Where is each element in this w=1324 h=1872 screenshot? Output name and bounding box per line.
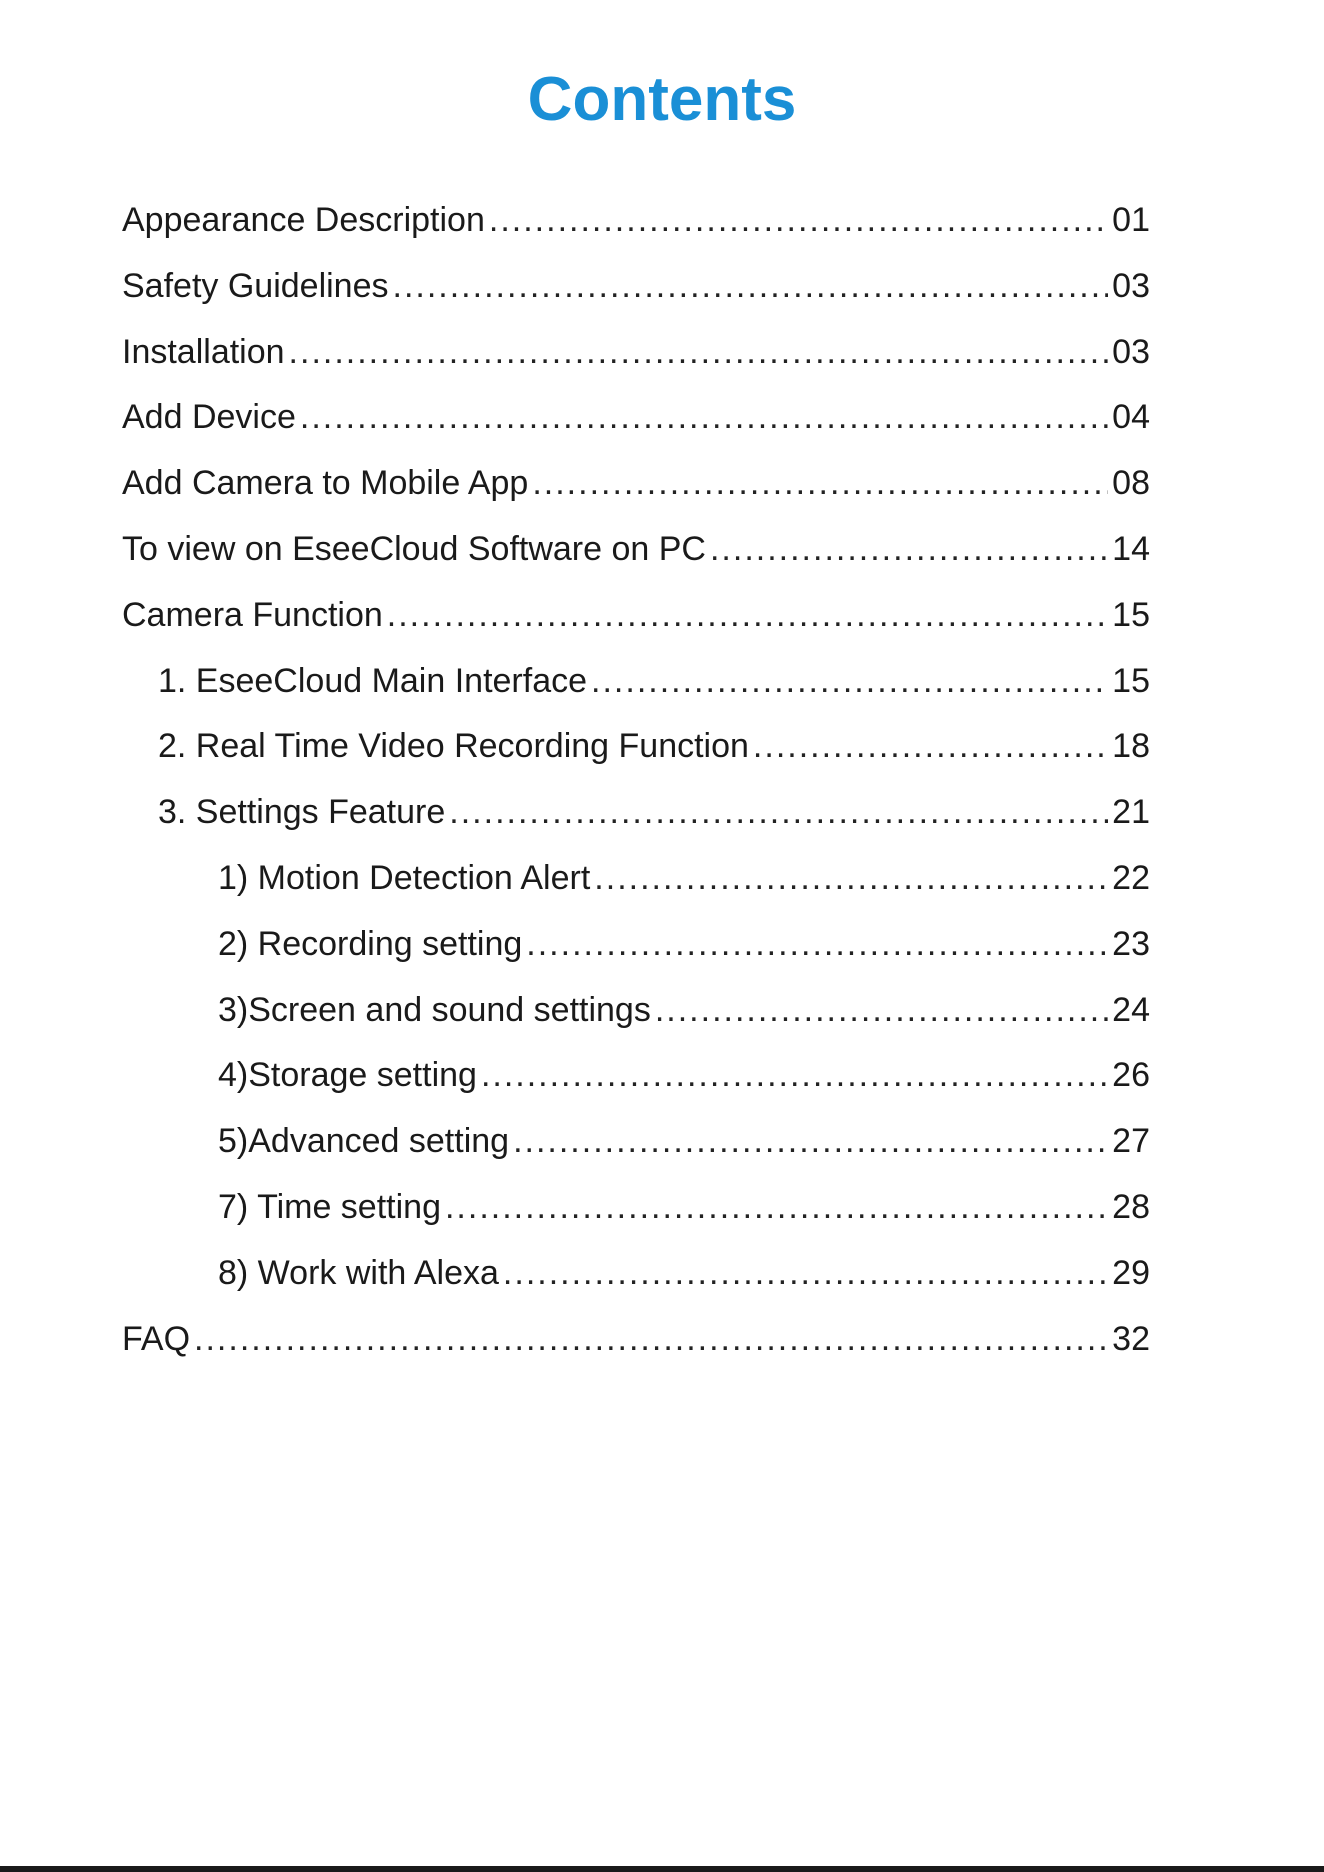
- page-title: Contents: [527, 65, 797, 134]
- toc-entry-page: 22: [1112, 858, 1150, 897]
- dot-leader: [481, 1043, 1108, 1109]
- toc-entry-label: 1. EseeCloud Main Interface: [158, 661, 588, 700]
- toc-entry-safety-guidelines[interactable]: [122, 254, 1150, 320]
- toc-entry-page: 24: [1112, 990, 1150, 1029]
- toc-entry-advanced-setting[interactable]: [122, 1109, 1150, 1175]
- dot-leader: [449, 780, 1108, 846]
- toc-entry-installation[interactable]: [122, 320, 1150, 386]
- toc-entry-page: 15: [1112, 661, 1150, 700]
- toc-entry-page: 04: [1112, 398, 1150, 437]
- toc-entry-add-camera-to-mobile-app[interactable]: [122, 451, 1150, 517]
- dot-leader: [753, 714, 1108, 780]
- toc-entry-add-device[interactable]: [122, 385, 1150, 451]
- toc-entry-label: Appearance Description: [122, 201, 485, 239]
- toc-entry-camera-function[interactable]: [122, 583, 1150, 649]
- table-of-contents: [122, 188, 1150, 1372]
- toc-entry-page: 21: [1112, 793, 1150, 832]
- toc-entry-page: 01: [1112, 201, 1150, 239]
- dot-leader: [594, 846, 1108, 912]
- toc-entry-page: 27: [1112, 1122, 1150, 1161]
- toc-entry-page: 03: [1112, 332, 1150, 371]
- toc-entry-work-with-alexa[interactable]: [122, 1241, 1150, 1307]
- dot-leader: [489, 188, 1108, 254]
- toc-entry-page: 15: [1112, 595, 1150, 634]
- dot-leader: [526, 912, 1108, 978]
- toc-entry-label: To view on EseeCloud Software on PC: [122, 529, 706, 568]
- toc-entry-faq[interactable]: [122, 1307, 1150, 1373]
- toc-entry-settings-feature[interactable]: [122, 780, 1150, 846]
- toc-entry-storage-setting[interactable]: [122, 1043, 1150, 1109]
- toc-entry-label: 3. Settings Feature: [158, 793, 446, 832]
- dot-leader: [503, 1241, 1108, 1307]
- toc-entry-page: 08: [1112, 464, 1150, 503]
- toc-entry-label: Camera Function: [122, 595, 383, 634]
- toc-entry-page: 23: [1112, 924, 1150, 963]
- toc-entry-page: 28: [1112, 1187, 1150, 1226]
- page-bottom-border: [0, 1866, 1324, 1872]
- toc-entry-label: 8) Work with Alexa: [218, 1253, 499, 1292]
- toc-entry-eseecloud-main-interface[interactable]: [122, 649, 1150, 715]
- toc-entry-label: Safety Guidelines: [122, 266, 389, 305]
- toc-entry-label: 2. Real Time Video Recording Function: [158, 727, 749, 766]
- toc-entry-label: 1) Motion Detection Alert: [218, 858, 591, 897]
- toc-entry-label: 2) Recording setting: [218, 924, 523, 963]
- dot-leader: [387, 583, 1108, 649]
- dot-leader: [393, 254, 1109, 320]
- toc-entry-real-time-video-recording[interactable]: [122, 714, 1150, 780]
- toc-entry-label: Add Device: [122, 398, 296, 437]
- toc-entry-label: Add Camera to Mobile App: [122, 464, 529, 503]
- toc-entry-recording-setting[interactable]: [122, 912, 1150, 978]
- toc-entry-motion-detection-alert[interactable]: [122, 846, 1150, 912]
- toc-entry-label: 3)Screen and sound settings: [218, 990, 651, 1029]
- toc-entry-time-setting[interactable]: [122, 1175, 1150, 1241]
- toc-entry-page: 32: [1112, 1319, 1150, 1358]
- toc-entry-screen-and-sound-settings[interactable]: [122, 978, 1150, 1044]
- toc-entry-page: 14: [1112, 529, 1150, 568]
- dot-leader: [289, 320, 1109, 386]
- dot-leader: [532, 451, 1108, 517]
- toc-entry-label: 5)Advanced setting: [218, 1122, 510, 1161]
- toc-entry-page: 29: [1112, 1253, 1150, 1292]
- dot-leader: [655, 978, 1108, 1044]
- toc-entry-label: 4)Storage setting: [218, 1056, 477, 1095]
- dot-leader: [591, 649, 1108, 715]
- toc-entry-page: 26: [1112, 1056, 1150, 1095]
- dot-leader: [300, 385, 1108, 451]
- toc-entry-page: 03: [1112, 266, 1150, 305]
- dot-leader: [513, 1109, 1108, 1175]
- toc-entry-label: Installation: [122, 332, 285, 371]
- dot-leader: [710, 517, 1108, 583]
- toc-entry-appearance-description[interactable]: [122, 188, 1150, 254]
- toc-entry-view-on-eseecloud-pc[interactable]: [122, 517, 1150, 583]
- toc-entry-page: 18: [1112, 727, 1150, 766]
- dot-leader: [194, 1307, 1108, 1373]
- dot-leader: [445, 1175, 1108, 1241]
- toc-entry-label: FAQ: [122, 1319, 191, 1358]
- toc-entry-label: 7) Time setting: [218, 1187, 441, 1226]
